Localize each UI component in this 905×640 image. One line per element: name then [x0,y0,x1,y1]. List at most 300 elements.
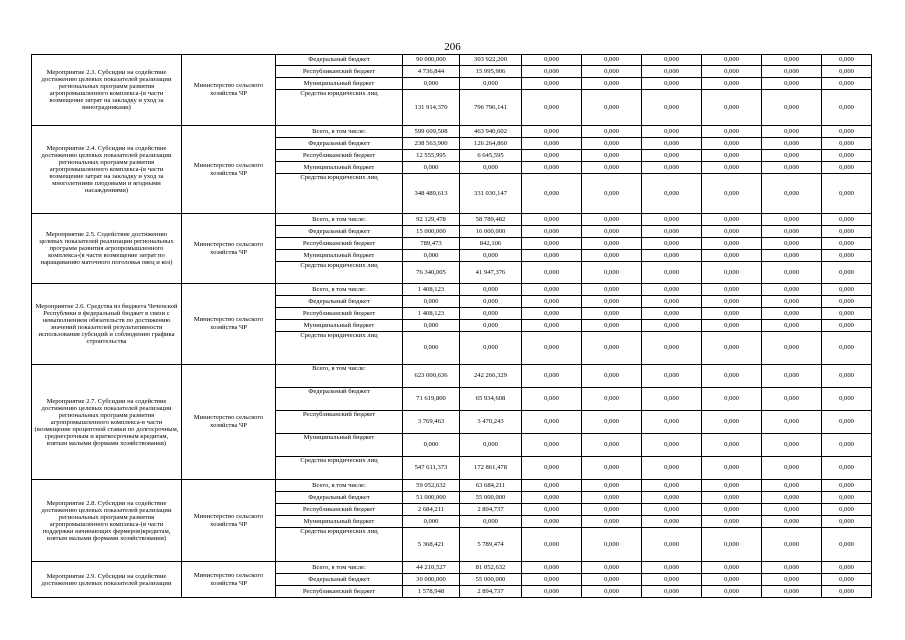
amount-cell: 0,000 [822,262,872,284]
amount-cell: 0,000 [403,162,460,174]
funding-source-cell: Федеральный бюджет [276,55,403,66]
amount-cell: 126 264,860 [460,138,522,150]
amount-cell: 0,000 [582,78,642,90]
amount-cell: 0,000 [403,78,460,90]
amount-cell: 0,000 [702,332,762,365]
amount-cell: 0,000 [582,574,642,586]
amount-cell: 0,000 [822,296,872,308]
measure-cell: Мероприятие 2.4. Субсидии на содействие достижению целевых показателей реализации региональных программ развития агропромышленного комплекса-(в части возмещение затрат на закладку и уход за многолетними плодовыми и ягодными насаждениями) [32,126,182,214]
amount-cell: 0,000 [702,226,762,238]
amount-cell: 2 684,211 [403,504,460,516]
amount-cell: 0,000 [403,296,460,308]
amount-cell: 0,000 [762,528,822,562]
amount-cell: 0,000 [762,411,822,434]
funding-source-cell: Федеральный бюджет [276,226,403,238]
amount-cell: 0,000 [460,434,522,457]
amount-cell: 0,000 [522,457,582,480]
amount-cell: 0,000 [642,388,702,411]
amount-cell: 0,000 [822,457,872,480]
amount-cell: 0,000 [762,388,822,411]
amount-cell: 796 796,141 [460,90,522,126]
amount-cell: 0,000 [702,150,762,162]
amount-cell: 15 000,000 [403,226,460,238]
budget-table [31,54,872,598]
amount-cell: 0,000 [822,174,872,214]
amount-cell: 0,000 [822,504,872,516]
amount-cell: 0,000 [522,262,582,284]
amount-cell: 0,000 [582,308,642,320]
amount-cell: 0,000 [460,162,522,174]
page-number: 206 [444,41,461,53]
amount-cell: 0,000 [762,150,822,162]
table-row [32,55,872,66]
measure-cell: Мероприятие 2.9. Субсидии на содействие достижению целевых показателей реализации [32,562,182,598]
amount-cell: 0,000 [702,214,762,226]
amount-cell: 0,000 [762,574,822,586]
amount-cell: 0,000 [822,78,872,90]
funding-source-cell: Средства юридических лиц [276,528,403,562]
amount-cell: 131 914,370 [403,90,460,126]
amount-cell: 0,000 [522,138,582,150]
table-row [32,562,872,574]
executor-cell: Министерство сельского хозяйства ЧР [182,55,276,126]
amount-cell: 30 000,000 [403,574,460,586]
funding-source-cell: Муниципальный бюджет [276,320,403,332]
amount-cell: 0,000 [762,296,822,308]
executor-cell: Министерство сельского хозяйства ЧР [182,365,276,480]
amount-cell: 0,000 [762,138,822,150]
amount-cell: 0,000 [642,411,702,434]
amount-cell: 0,000 [522,296,582,308]
amount-cell: 0,000 [702,262,762,284]
amount-cell: 0,000 [762,480,822,492]
amount-cell: 0,000 [702,457,762,480]
amount-cell: 0,000 [762,78,822,90]
amount-cell: 0,000 [822,528,872,562]
amount-cell: 0,000 [762,308,822,320]
amount-cell: 0,000 [642,66,702,78]
amount-cell: 76 340,005 [403,262,460,284]
amount-cell: 0,000 [642,332,702,365]
funding-source-cell: Муниципальный бюджет [276,78,403,90]
amount-cell: 0,000 [762,174,822,214]
amount-cell: 0,000 [582,162,642,174]
amount-cell: 242 266,329 [460,365,522,388]
amount-cell: 58 789,482 [460,214,522,226]
funding-source-cell: Муниципальный бюджет [276,250,403,262]
table-row [32,480,872,492]
amount-cell: 348 489,613 [403,174,460,214]
amount-cell: 41 947,376 [460,262,522,284]
amount-cell: 0,000 [702,138,762,150]
amount-cell: 0,000 [403,332,460,365]
funding-source-cell: Республиканский бюджет [276,66,403,78]
amount-cell: 623 000,636 [403,365,460,388]
amount-cell: 0,000 [522,434,582,457]
amount-cell: 1 578,948 [403,586,460,598]
amount-cell: 0,000 [522,411,582,434]
amount-cell: 55 000,000 [460,492,522,504]
amount-cell: 0,000 [582,226,642,238]
amount-cell: 0,000 [642,516,702,528]
funding-source-cell: Федеральный бюджет [276,388,403,411]
amount-cell: 59 052,632 [403,480,460,492]
amount-cell: 0,000 [642,308,702,320]
amount-cell: 0,000 [582,174,642,214]
amount-cell: 2 894,737 [460,504,522,516]
amount-cell: 0,000 [762,262,822,284]
amount-cell: 0,000 [582,492,642,504]
executor-cell: Министерство сельского хозяйства ЧР [182,480,276,562]
amount-cell: 0,000 [522,238,582,250]
amount-cell: 0,000 [642,214,702,226]
amount-cell: 65 934,608 [460,388,522,411]
executor-cell: Министерство сельского хозяйства ЧР [182,126,276,214]
amount-cell: 3 769,463 [403,411,460,434]
amount-cell: 0,000 [582,284,642,296]
amount-cell: 0,000 [522,66,582,78]
amount-cell: 0,000 [822,562,872,574]
amount-cell: 0,000 [522,284,582,296]
amount-cell: 0,000 [822,574,872,586]
amount-cell: 0,000 [522,480,582,492]
amount-cell: 0,000 [642,250,702,262]
amount-cell: 0,000 [822,238,872,250]
amount-cell: 0,000 [702,238,762,250]
amount-cell: 0,000 [702,320,762,332]
funding-source-cell: Республиканский бюджет [276,586,403,598]
amount-cell: 2 894,737 [460,586,522,598]
amount-cell: 0,000 [702,174,762,214]
amount-cell: 0,000 [522,332,582,365]
amount-cell: 0,000 [702,78,762,90]
amount-cell: 4 736,844 [403,66,460,78]
amount-cell: 44 210,527 [403,562,460,574]
funding-source-cell: Муниципальный бюджет [276,516,403,528]
table-row [32,126,872,138]
amount-cell: 303 922,200 [460,55,522,66]
funding-source-cell: Республиканский бюджет [276,150,403,162]
amount-cell: 0,000 [582,320,642,332]
amount-cell: 0,000 [403,250,460,262]
amount-cell: 0,000 [822,138,872,150]
amount-cell: 331 030,147 [460,174,522,214]
amount-cell: 0,000 [582,457,642,480]
amount-cell: 0,000 [822,90,872,126]
amount-cell: 0,000 [642,262,702,284]
executor-cell: Министерство сельского хозяйства ЧР [182,562,276,598]
amount-cell: 0,000 [822,365,872,388]
amount-cell: 0,000 [822,66,872,78]
amount-cell: 0,000 [642,504,702,516]
funding-source-cell: Федеральный бюджет [276,492,403,504]
amount-cell: 0,000 [702,55,762,66]
amount-cell: 0,000 [582,562,642,574]
amount-cell: 0,000 [522,388,582,411]
measure-cell: Мероприятие 2.8. Субсидии на содействие достижению целевых показателей реализации региональных программ развития агропромышленного комплекса-(в части поддержки начинающих фермеров)кредитам, взятым малыми формами хозяйствования) [32,480,182,562]
amount-cell: 0,000 [702,586,762,598]
amount-cell: 789,473 [403,238,460,250]
funding-source-cell: Федеральный бюджет [276,296,403,308]
amount-cell: 599 609,508 [403,126,460,138]
amount-cell: 0,000 [582,66,642,78]
amount-cell: 90 000,000 [403,55,460,66]
amount-cell: 0,000 [822,284,872,296]
amount-cell: 0,000 [702,528,762,562]
measure-cell: Мероприятие 2.7. Субсидии на содействие достижению целевых показателей реализации региональных программ развития агропромышленного комплекса-в части (возмещение процентной ставки по долгосрочным, среднесрочным и краткосрочным кредитам, взятым малыми формами хозяйствования) [32,365,182,480]
amount-cell: 0,000 [702,504,762,516]
amount-cell: 1 408,123 [403,284,460,296]
amount-cell: 0,000 [522,365,582,388]
funding-source-cell: Всего, в том числе: [276,284,403,296]
amount-cell: 0,000 [702,411,762,434]
amount-cell: 0,000 [582,214,642,226]
amount-cell: 16 000,000 [460,226,522,238]
amount-cell: 0,000 [822,480,872,492]
amount-cell: 0,000 [522,174,582,214]
funding-source-cell: Средства юридических лиц [276,174,403,214]
amount-cell: 0,000 [460,78,522,90]
amount-cell: 0,000 [582,138,642,150]
amount-cell: 0,000 [822,55,872,66]
amount-cell: 0,000 [822,411,872,434]
amount-cell: 0,000 [522,528,582,562]
amount-cell: 0,000 [582,296,642,308]
amount-cell: 0,000 [522,90,582,126]
table-row [32,284,872,296]
amount-cell: 0,000 [582,365,642,388]
amount-cell: 12 555,995 [403,150,460,162]
funding-source-cell: Средства юридических лиц [276,262,403,284]
amount-cell: 0,000 [702,516,762,528]
amount-cell: 0,000 [702,296,762,308]
amount-cell: 547 611,373 [403,457,460,480]
amount-cell: 0,000 [582,388,642,411]
measure-cell: Мероприятие 2.3. Субсидии на содействие достижению целевых показателей реализации региональных программ развития агропромышленного комплекса-(в части возмещение затрат на закладку и уход за виноградниками) [32,55,182,126]
amount-cell: 0,000 [702,284,762,296]
amount-cell: 0,000 [642,55,702,66]
funding-source-cell: Республиканский бюджет [276,504,403,516]
amount-cell: 0,000 [762,504,822,516]
amount-cell: 0,000 [762,332,822,365]
funding-source-cell: Средства юридических лиц [276,90,403,126]
amount-cell: 0,000 [403,434,460,457]
amount-cell: 0,000 [642,528,702,562]
amount-cell: 0,000 [460,296,522,308]
amount-cell: 0,000 [582,55,642,66]
amount-cell: 0,000 [582,480,642,492]
amount-cell: 0,000 [460,250,522,262]
amount-cell: 0,000 [642,562,702,574]
amount-cell: 0,000 [522,55,582,66]
amount-cell: 0,000 [522,150,582,162]
amount-cell: 55 000,000 [460,574,522,586]
amount-cell: 0,000 [642,586,702,598]
amount-cell: 6 645,595 [460,150,522,162]
amount-cell: 0,000 [642,226,702,238]
amount-cell: 0,000 [642,574,702,586]
table-body [32,55,872,598]
amount-cell: 0,000 [762,250,822,262]
amount-cell: 463 940,602 [460,126,522,138]
amount-cell: 0,000 [822,162,872,174]
amount-cell: 5 368,421 [403,528,460,562]
amount-cell: 0,000 [582,126,642,138]
amount-cell: 0,000 [762,434,822,457]
amount-cell: 0,000 [762,162,822,174]
amount-cell: 0,000 [702,308,762,320]
amount-cell: 0,000 [642,162,702,174]
amount-cell: 0,000 [762,320,822,332]
amount-cell: 0,000 [582,528,642,562]
amount-cell: 0,000 [522,250,582,262]
measure-cell: Мероприятие 2.6. Средства из бюджета Чеченской Республики в федеральный бюджет в связи с невыполнением обязательств по достижению значений показателей результативности использования субсидий и соблюдению графика строительства [32,284,182,365]
amount-cell: 0,000 [702,492,762,504]
amount-cell: 81 052,632 [460,562,522,574]
amount-cell: 0,000 [582,90,642,126]
amount-cell: 0,000 [582,504,642,516]
amount-cell: 0,000 [522,214,582,226]
funding-source-cell: Республиканский бюджет [276,308,403,320]
amount-cell: 0,000 [822,332,872,365]
amount-cell: 0,000 [522,162,582,174]
amount-cell: 0,000 [762,516,822,528]
amount-cell: 0,000 [822,226,872,238]
funding-source-cell: Средства юридических лиц [276,332,403,365]
amount-cell: 0,000 [522,78,582,90]
amount-cell: 0,000 [762,284,822,296]
amount-cell: 0,000 [642,284,702,296]
funding-source-cell: Федеральный бюджет [276,574,403,586]
amount-cell: 0,000 [642,457,702,480]
amount-cell: 0,000 [762,457,822,480]
amount-cell: 0,000 [522,562,582,574]
amount-cell: 0,000 [460,284,522,296]
amount-cell: 0,000 [522,504,582,516]
amount-cell: 0,000 [822,308,872,320]
amount-cell: 0,000 [642,238,702,250]
amount-cell: 0,000 [822,126,872,138]
amount-cell: 0,000 [522,492,582,504]
amount-cell: 0,000 [822,150,872,162]
amount-cell: 0,000 [642,174,702,214]
amount-cell: 0,000 [762,238,822,250]
amount-cell: 51 000,000 [403,492,460,504]
amount-cell: 0,000 [702,480,762,492]
amount-cell: 0,000 [762,365,822,388]
funding-source-cell: Всего, в том числе: [276,562,403,574]
funding-source-cell: Всего, в том числе: [276,126,403,138]
amount-cell: 1 408,123 [403,308,460,320]
executor-cell: Министерство сельского хозяйства ЧР [182,214,276,284]
amount-cell: 0,000 [642,90,702,126]
amount-cell: 92 129,478 [403,214,460,226]
amount-cell: 0,000 [822,586,872,598]
amount-cell: 0,000 [582,250,642,262]
amount-cell: 3 470,243 [460,411,522,434]
amount-cell: 0,000 [762,492,822,504]
amount-cell: 0,000 [642,480,702,492]
amount-cell: 0,000 [702,365,762,388]
amount-cell: 0,000 [822,214,872,226]
amount-cell: 0,000 [762,66,822,78]
funding-source-cell: Республиканский бюджет [276,411,403,434]
amount-cell: 0,000 [582,516,642,528]
amount-cell: 0,000 [822,516,872,528]
amount-cell: 0,000 [522,308,582,320]
funding-source-cell: Всего, в том числе: [276,480,403,492]
amount-cell: 0,000 [582,434,642,457]
amount-cell: 0,000 [642,320,702,332]
amount-cell: 0,000 [702,388,762,411]
amount-cell: 0,000 [822,320,872,332]
amount-cell: 15 995,906 [460,66,522,78]
amount-cell: 0,000 [702,90,762,126]
table-row [32,214,872,226]
amount-cell: 0,000 [460,332,522,365]
amount-cell: 0,000 [822,434,872,457]
amount-cell: 0,000 [522,320,582,332]
amount-cell: 0,000 [642,434,702,457]
amount-cell: 0,000 [522,586,582,598]
amount-cell: 0,000 [762,586,822,598]
amount-cell: 172 861,478 [460,457,522,480]
amount-cell: 71 619,800 [403,388,460,411]
amount-cell: 0,000 [642,150,702,162]
amount-cell: 0,000 [702,126,762,138]
amount-cell: 0,000 [702,66,762,78]
amount-cell: 0,000 [762,90,822,126]
amount-cell: 0,000 [582,262,642,284]
amount-cell: 0,000 [522,126,582,138]
funding-source-cell: Федеральный бюджет [276,138,403,150]
amount-cell: 842,106 [460,238,522,250]
measure-cell: Мероприятие 2.5. Содействие достижению целевых показателей реализации региональных программ развития агропромышленного комплекса-(в части возмещение затрат по наращиванию маточного поголовья овец и коз) [32,214,182,284]
amount-cell: 0,000 [460,308,522,320]
amount-cell: 0,000 [582,411,642,434]
executor-cell: Министерство сельского хозяйства ЧР [182,284,276,365]
amount-cell: 63 684,211 [460,480,522,492]
funding-source-cell: Республиканский бюджет [276,238,403,250]
table-row [32,365,872,388]
amount-cell: 0,000 [702,562,762,574]
amount-cell: 0,000 [642,492,702,504]
amount-cell: 0,000 [403,516,460,528]
amount-cell: 0,000 [822,492,872,504]
amount-cell: 0,000 [642,296,702,308]
amount-cell: 0,000 [642,126,702,138]
amount-cell: 0,000 [822,388,872,411]
amount-cell: 0,000 [702,434,762,457]
amount-cell: 0,000 [762,226,822,238]
amount-cell: 0,000 [403,320,460,332]
funding-source-cell: Муниципальный бюджет [276,162,403,174]
amount-cell: 0,000 [582,238,642,250]
amount-cell: 238 563,900 [403,138,460,150]
amount-cell: 0,000 [642,138,702,150]
amount-cell: 0,000 [582,150,642,162]
amount-cell: 0,000 [582,332,642,365]
amount-cell: 0,000 [642,78,702,90]
amount-cell: 0,000 [702,162,762,174]
amount-cell: 0,000 [762,214,822,226]
amount-cell: 5 789,474 [460,528,522,562]
funding-source-cell: Средства юридических лиц [276,457,403,480]
funding-source-cell: Всего, в том числе: [276,365,403,388]
amount-cell: 0,000 [762,55,822,66]
amount-cell: 0,000 [762,126,822,138]
amount-cell: 0,000 [522,226,582,238]
